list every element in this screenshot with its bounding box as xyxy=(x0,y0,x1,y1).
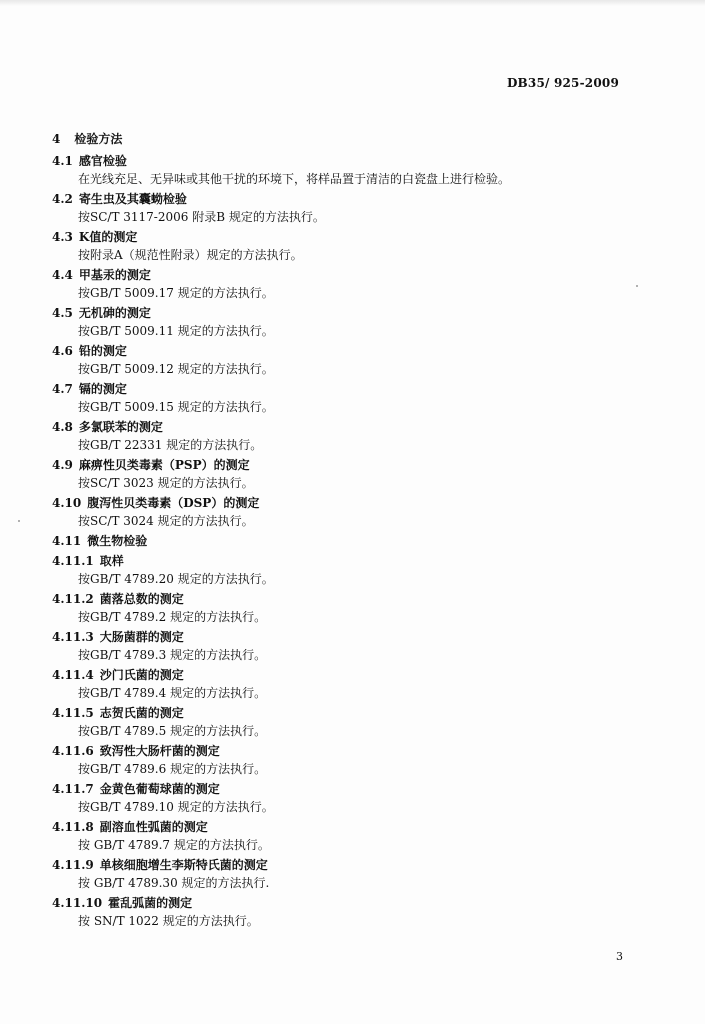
clause-body: 按GB/T 4789.20 规定的方法执行。 xyxy=(78,572,274,586)
clause-body: 按SC/T 3023 规定的方法执行。 xyxy=(78,476,254,490)
clause-item xyxy=(52,780,652,818)
clause-heading xyxy=(52,590,652,608)
clause-heading xyxy=(52,532,652,550)
clause-body: 按GB/T 22331 规定的方法执行。 xyxy=(78,438,263,452)
clause-heading xyxy=(52,494,652,512)
clause-number: 4.5 xyxy=(52,306,73,320)
clause-number: 4.1 xyxy=(52,154,73,168)
clause-heading xyxy=(52,380,652,398)
clause-item xyxy=(52,228,652,266)
clause-heading xyxy=(52,704,652,722)
clause-title: 金黄色葡萄球菌的测定 xyxy=(99,782,220,796)
clause-body: 按GB/T 4789.10 规定的方法执行。 xyxy=(78,800,274,814)
clause-body: 按 GB/T 4789.7 规定的方法执行。 xyxy=(78,838,270,852)
clause-number: 4.4 xyxy=(52,268,73,282)
clause-heading xyxy=(52,228,652,246)
clause-body: 按SC/T 3117-2006 附录B 规定的方法执行。 xyxy=(78,210,325,224)
clause-heading xyxy=(52,628,652,646)
clause-title: 沙门氏菌的测定 xyxy=(99,668,184,682)
clause-heading xyxy=(52,266,652,284)
clause-item xyxy=(52,666,652,704)
section-heading xyxy=(52,130,652,148)
section-title: 检验方法 xyxy=(74,132,123,146)
clause-item xyxy=(52,456,652,494)
scan-speck xyxy=(636,285,638,287)
clause-gap xyxy=(52,930,652,932)
clause-item xyxy=(52,704,652,742)
clause-title: 麻痹性贝类毒素（PSP）的测定 xyxy=(78,458,250,472)
clause-heading xyxy=(52,418,652,436)
clause-title: 寄生虫及其囊蚴检验 xyxy=(78,192,187,206)
clause-item xyxy=(52,856,652,894)
section-title-line xyxy=(52,130,652,148)
clause-number: 4.11 xyxy=(52,534,82,548)
clause-number: 4.2 xyxy=(52,192,73,206)
clause-body: 按SC/T 3024 规定的方法执行。 xyxy=(78,514,254,528)
clause-heading xyxy=(52,304,652,322)
clause-item xyxy=(52,380,652,418)
clause-title: 甲基汞的测定 xyxy=(78,268,151,282)
clause-number: 4.11.6 xyxy=(52,744,94,758)
clause-title: 致泻性大肠杆菌的测定 xyxy=(99,744,220,758)
clause-item xyxy=(52,190,652,228)
clause-heading xyxy=(52,552,652,570)
clause-number: 4.10 xyxy=(52,496,82,510)
clause-title: 无机砷的测定 xyxy=(78,306,151,320)
clause-title: 菌落总数的测定 xyxy=(99,592,184,606)
clause-title: K值的测定 xyxy=(78,230,138,244)
document-code: DB35/ 925-2009 xyxy=(506,76,619,90)
page-number: 3 xyxy=(616,950,623,963)
clause-item xyxy=(52,266,652,304)
clause-body: 按GB/T 5009.11 规定的方法执行。 xyxy=(78,324,274,338)
clause-title: 霍乱弧菌的测定 xyxy=(108,896,193,910)
clause-item xyxy=(52,342,652,380)
clause-item xyxy=(52,304,652,342)
clause-title: 单核细胞增生李斯特氏菌的测定 xyxy=(99,858,268,872)
clause-item xyxy=(52,552,652,590)
clause-number: 4.6 xyxy=(52,344,73,358)
clause-item xyxy=(52,818,652,856)
clause-number: 4.3 xyxy=(52,230,73,244)
clause-number: 4.11.1 xyxy=(52,554,94,568)
clause-item xyxy=(52,894,652,932)
clause-item xyxy=(52,628,652,666)
clause-body: 按 SN/T 1022 规定的方法执行。 xyxy=(78,914,259,928)
clause-number: 4.11.10 xyxy=(52,896,103,910)
clause-number: 4.7 xyxy=(52,382,73,396)
clause-number: 4.11.5 xyxy=(52,706,94,720)
clause-title: 腹泻性贝类毒素（DSP）的测定 xyxy=(87,496,260,510)
clause-number: 4.9 xyxy=(52,458,73,472)
clause-body: 按附录A（规范性附录）规定的方法执行。 xyxy=(78,248,303,262)
clause-heading xyxy=(52,342,652,360)
scan-edge xyxy=(0,0,705,6)
clause-number: 4.11.7 xyxy=(52,782,94,796)
clause-number: 4.11.3 xyxy=(52,630,94,644)
clause-number: 4.11.8 xyxy=(52,820,94,834)
clause-title: 取样 xyxy=(99,554,124,568)
section-content xyxy=(52,130,652,932)
clause-title: 志贺氏菌的测定 xyxy=(99,706,184,720)
clause-heading xyxy=(52,152,652,170)
clause-body: 按GB/T 5009.17 规定的方法执行。 xyxy=(78,286,274,300)
clause-number: 4.11.4 xyxy=(52,668,94,682)
clause-heading xyxy=(52,190,652,208)
entry-list xyxy=(52,152,652,932)
clause-title: 大肠菌群的测定 xyxy=(99,630,184,644)
clause-title: 感官检验 xyxy=(78,154,127,168)
clause-heading xyxy=(52,894,652,912)
clause-body: 按GB/T 4789.4 规定的方法执行。 xyxy=(78,686,267,700)
clause-number: 4.11.2 xyxy=(52,592,94,606)
clause-heading xyxy=(52,666,652,684)
clause-body: 按GB/T 4789.2 规定的方法执行。 xyxy=(78,610,267,624)
clause-body: 在光线充足、无异味或其他干扰的环境下，将样品置于清洁的白瓷盘上进行检验。 xyxy=(78,172,511,186)
clause-item xyxy=(52,742,652,780)
clause-body: 按GB/T 5009.12 规定的方法执行。 xyxy=(78,362,274,376)
clause-body: 按GB/T 4789.3 规定的方法执行。 xyxy=(78,648,267,662)
clause-heading xyxy=(52,856,652,874)
clause-title: 铅的测定 xyxy=(78,344,127,358)
clause-body: 按GB/T 4789.6 规定的方法执行。 xyxy=(78,762,267,776)
clause-body: 按 GB/T 4789.30 规定的方法执行. xyxy=(78,876,270,890)
clause-heading xyxy=(52,780,652,798)
clause-item xyxy=(52,590,652,628)
clause-number: 4.8 xyxy=(52,420,73,434)
clause-body: 按GB/T 5009.15 规定的方法执行。 xyxy=(78,400,274,414)
clause-item xyxy=(52,532,652,552)
clause-heading xyxy=(52,818,652,836)
clause-body: 按GB/T 4789.5 规定的方法执行。 xyxy=(78,724,267,738)
clause-item xyxy=(52,418,652,456)
clause-title: 副溶血性弧菌的测定 xyxy=(99,820,208,834)
clause-heading xyxy=(52,742,652,760)
clause-number: 4.11.9 xyxy=(52,858,94,872)
section-number: 4 xyxy=(52,132,61,146)
scan-speck xyxy=(18,520,20,522)
clause-item xyxy=(52,152,652,190)
clause-item xyxy=(52,494,652,532)
clause-title: 微生物检验 xyxy=(87,534,148,548)
clause-heading xyxy=(52,456,652,474)
clause-title: 镉的测定 xyxy=(78,382,127,396)
clause-title: 多氯联苯的测定 xyxy=(78,420,163,434)
